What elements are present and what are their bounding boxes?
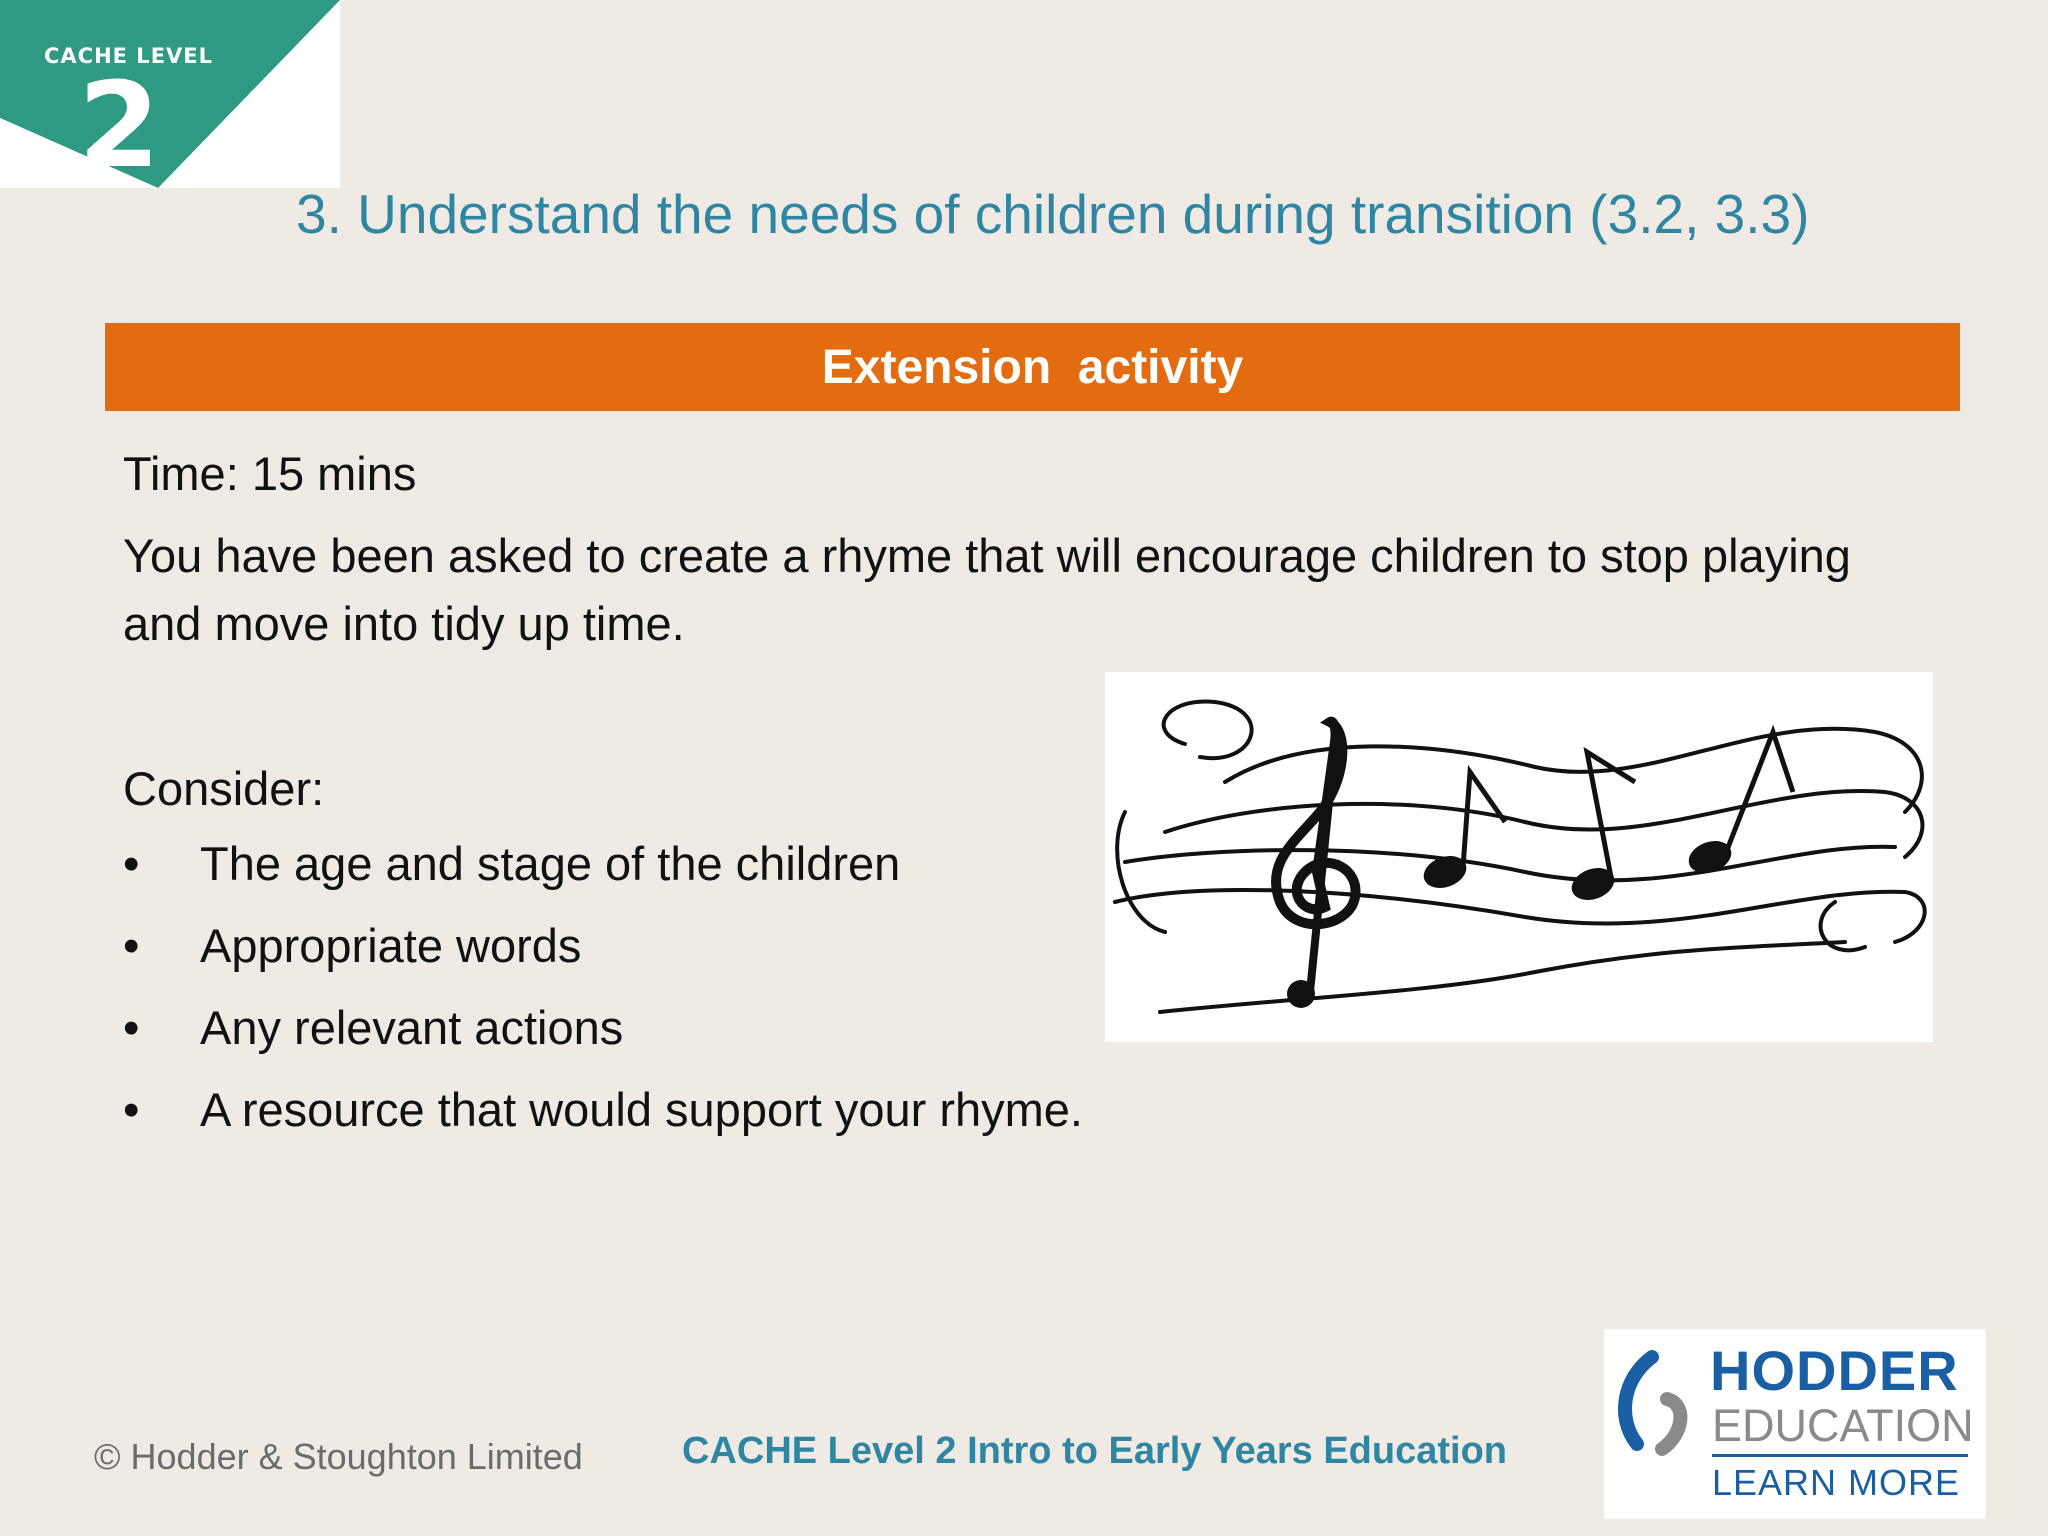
- time-text: Time: 15 mins: [123, 447, 417, 500]
- bullet-icon: •: [123, 837, 140, 890]
- slide-title: 3. Understand the needs of children during transition (3.2, 3.3): [296, 183, 1810, 245]
- list-item-text: The age and stage of the children: [200, 837, 901, 890]
- hodder-logo-line1: HODDER: [1710, 1339, 1959, 1402]
- hodder-mark-icon: [1612, 1349, 1702, 1459]
- list-item: [123, 836, 1083, 918]
- hodder-logo-line3: LEARN MORE: [1712, 1462, 1961, 1503]
- bullet-icon: •: [123, 919, 140, 972]
- extension-activity-banner: Extension activity: [105, 323, 1960, 411]
- bullet-icon: •: [123, 1001, 140, 1054]
- list-item: [123, 1000, 1083, 1082]
- list-item-text: Appropriate words: [200, 919, 582, 972]
- cache-level-label: CACHE LEVEL: [44, 44, 214, 68]
- hodder-education-logo: [1604, 1329, 1986, 1519]
- consider-list: [123, 836, 1083, 1164]
- cache-level-number: 2: [78, 56, 161, 194]
- course-title: CACHE Level 2 Intro to Early Years Education: [682, 1430, 1507, 1472]
- cache-level-logo: [0, 0, 340, 194]
- music-notes-image: [1105, 672, 1933, 1042]
- list-item-text: A resource that would support your rhyme.: [200, 1083, 1083, 1136]
- copyright-text: © Hodder & Stoughton Limited: [94, 1436, 583, 1477]
- hodder-logo-line2: EDUCATION: [1712, 1400, 1974, 1451]
- list-item-text: Any relevant actions: [200, 1001, 624, 1054]
- list-item: [123, 1082, 1083, 1164]
- consider-heading: Consider:: [123, 762, 325, 815]
- hodder-logo-divider: [1712, 1454, 1968, 1457]
- list-item: [123, 918, 1083, 1000]
- bullet-icon: •: [123, 1083, 140, 1136]
- intro-text: You have been asked to create a rhyme that will encourage children to stop playing and move into tidy up time.: [123, 529, 1851, 650]
